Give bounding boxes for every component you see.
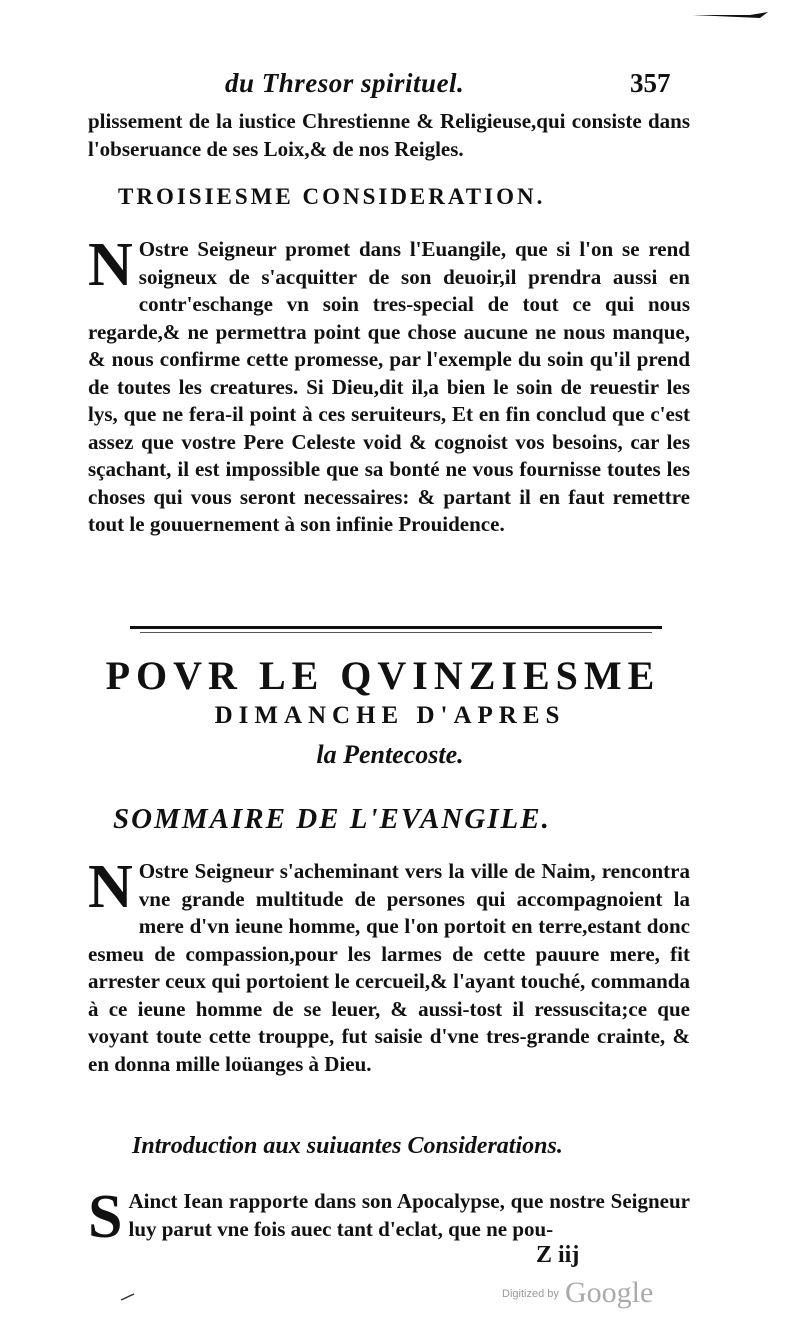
ink-smudge	[690, 8, 770, 22]
drop-cap: N	[88, 853, 133, 921]
sommaire-paragraph	[88, 853, 690, 1078]
introduction-text: Ainct Iean rapporte dans son Apocalypse, que nostre Seigneur luy parut vne fois auec tant d'eclat, que ne pou-	[128, 1189, 690, 1241]
drop-cap: S	[88, 1183, 123, 1251]
consideration-heading: TROISIESME CONSIDERATION.	[118, 184, 546, 209]
section-subtitle-italic: la Pentecoste.	[316, 740, 464, 769]
section-divider	[130, 626, 662, 629]
google-logo: Google	[565, 1276, 654, 1309]
signature-mark: Z iij	[536, 1242, 580, 1268]
drop-cap: N	[88, 231, 133, 299]
google-watermark	[502, 1278, 682, 1308]
section-divider-thin	[140, 632, 652, 633]
consideration-paragraph	[88, 231, 690, 539]
running-title: du Thresor spirituel.	[225, 68, 465, 98]
sommaire-heading: SOMMAIRE DE L'EVANGILE.	[113, 803, 551, 835]
continuation-paragraph	[88, 108, 690, 163]
page-number: 357	[630, 68, 671, 98]
watermark-prefix: Digitized by	[502, 1288, 559, 1300]
section-subtitle: DIMANCHE D'APRES	[214, 702, 566, 729]
section-title: POVR LE QVINZIESME	[105, 653, 661, 698]
introduction-paragraph	[88, 1183, 690, 1251]
sommaire-text: Ostre Seigneur s'acheminant vers la ville de Naim, rencontra vne grande multitude de persones qui accompagnoient la mere d'vn ieune homme, que l'on portoit en terre,estant donc esmeu de compassion,pour les larmes de cette pauure mere, fit arrester ceux qui portoient le cercueil,& l'ayant touché, commanda à ce ieune homme de se leuer, & aussi-tost il ressuscita;ce que voyant toute cette trouppe, fut saisie d'vne tres-grande crainte, & en donna mille loüanges à Dieu.	[88, 859, 690, 1076]
introduction-heading: Introduction aux suiuantes Considerations.	[132, 1133, 563, 1159]
continuation-text: plissement de la iustice Chrestienne & Religieuse,qui consiste dans l'obseruance de ses Loix,& de nos Reigles.	[88, 109, 690, 161]
page-header	[60, 62, 720, 102]
consideration-text: Ostre Seigneur promet dans l'Euangile, que si l'on se rend soigneux de s'acquitter de son deuoir,il prendra aussi en contr'eschange vn soin tres-special de tout ce qui nous regarde,& ne permettra point que chose aucune ne nous manque, & nous confirme cette promesse, par l'exemple du soin qu'il prend de toutes les creatures. Si Dieu,dit il,a bien le soin de reuestir les lys, que ne fera-il point à ces seruiteurs, Et en fin conclud que c'est assez que vostre Pere Celeste void & cognoist vos besoins, car les sçachant, il est impossible que sa bonté ne vous fournisse toutes les choses qui vous seront necessaires: & partant il en faut remettre tout le gouuernement à son infinie Prouidence.	[88, 237, 690, 536]
stray-mark	[120, 1292, 136, 1302]
